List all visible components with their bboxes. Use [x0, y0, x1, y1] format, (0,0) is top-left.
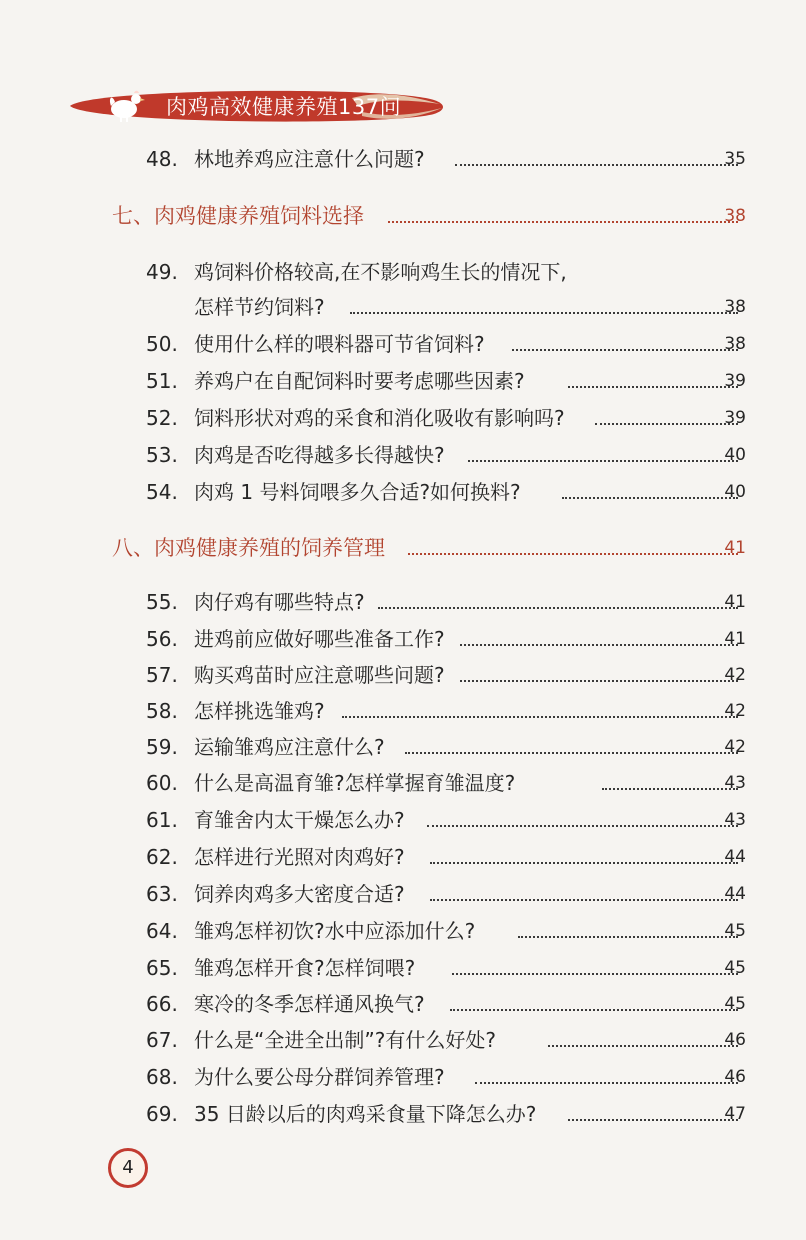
entry-title: 肉鸡是否吃得越多长得越快? — [194, 443, 445, 467]
entry-page: 42 — [724, 737, 746, 757]
entry-number: 50. — [146, 332, 178, 356]
toc-entry — [0, 366, 806, 396]
section-title: 八、肉鸡健康养殖的饲养管理 — [112, 536, 385, 560]
entry-title: 什么是高温育雏?怎样掌握育雏温度? — [194, 771, 516, 795]
toc-entry — [0, 1062, 806, 1092]
entry-number: 56. — [146, 627, 178, 651]
entry-number: 63. — [146, 882, 178, 906]
entry-page: 43 — [724, 810, 746, 830]
entry-number: 53. — [146, 443, 178, 467]
entry-page: 45 — [724, 994, 746, 1014]
entry-number: 64. — [146, 919, 178, 943]
toc-entry — [0, 768, 806, 798]
entry-title: 使用什么样的喂料器可节省饲料? — [194, 332, 485, 356]
dot-leader — [475, 1082, 738, 1084]
entry-number: 55. — [146, 590, 178, 614]
entry-page: 38 — [724, 297, 746, 317]
entry-title: 肉仔鸡有哪些特点? — [194, 590, 365, 614]
section-title: 七、肉鸡健康养殖饲料选择 — [112, 204, 364, 228]
entry-title: 鸡饲料价格较高,在不影响鸡生长的情况下, — [194, 260, 567, 284]
dot-leader — [430, 862, 738, 864]
dot-leader — [350, 312, 738, 314]
dot-leader — [430, 899, 738, 901]
toc-entry — [0, 660, 806, 690]
entry-number: 51. — [146, 369, 178, 393]
entry-number: 58. — [146, 699, 178, 723]
toc-entry — [0, 879, 806, 909]
entry-number: 61. — [146, 808, 178, 832]
entry-number: 52. — [146, 406, 178, 430]
toc-entry — [0, 953, 806, 983]
entry-number: 68. — [146, 1065, 178, 1089]
entry-title: 饲料形状对鸡的采食和消化吸收有影响吗? — [194, 406, 565, 430]
entry-number: 60. — [146, 771, 178, 795]
entry-title: 为什么要公母分群饲养管理? — [194, 1065, 445, 1089]
dot-leader — [452, 973, 738, 975]
entry-title: 养鸡户在自配饲料时要考虑哪些因素? — [194, 369, 525, 393]
entry-number: 65. — [146, 956, 178, 980]
entry-number: 59. — [146, 735, 178, 759]
toc-entry — [0, 842, 806, 872]
dot-leader — [460, 680, 738, 682]
entry-number: 62. — [146, 845, 178, 869]
toc-entry — [0, 440, 806, 470]
dot-leader — [378, 607, 738, 609]
dot-leader — [450, 1009, 738, 1011]
toc-entry — [0, 732, 806, 762]
entry-title: 饲养肉鸡多大密度合适? — [194, 882, 405, 906]
toc-entry — [0, 257, 806, 287]
header-banner — [62, 84, 446, 128]
entry-page: 38 — [724, 334, 746, 354]
entry-page: 41 — [724, 629, 746, 649]
entry-page: 47 — [724, 1104, 746, 1124]
toc-section — [0, 533, 806, 563]
toc-entry — [0, 989, 806, 1019]
entry-page: 40 — [724, 482, 746, 502]
toc-entry — [0, 1099, 806, 1129]
entry-page: 39 — [724, 371, 746, 391]
toc-entry — [0, 624, 806, 654]
dot-leader — [342, 716, 738, 718]
page-number-badge — [108, 1148, 148, 1188]
toc-entry — [0, 477, 806, 507]
dot-leader — [427, 825, 738, 827]
entry-title: 35 日龄以后的肉鸡采食量下降怎么办? — [194, 1102, 537, 1126]
toc-entry-continuation — [0, 292, 806, 322]
toc-entry — [0, 696, 806, 726]
entry-number: 49. — [146, 260, 178, 284]
entry-page: 39 — [724, 408, 746, 428]
entry-number: 69. — [146, 1102, 178, 1126]
entry-title: 肉鸡 1 号料饲喂多久合适?如何换料? — [194, 480, 521, 504]
entry-page: 41 — [724, 592, 746, 612]
book-title: 肉鸡高效健康养殖137问 — [166, 95, 402, 119]
entry-title: 购买鸡苗时应注意哪些问题? — [194, 663, 445, 687]
entry-number: 66. — [146, 992, 178, 1016]
entry-page: 43 — [724, 773, 746, 793]
toc-entry — [0, 144, 806, 174]
page-number: 4 — [122, 1157, 134, 1178]
entry-page: 44 — [724, 884, 746, 904]
entry-page: 40 — [724, 445, 746, 465]
entry-number: 67. — [146, 1028, 178, 1052]
toc-entry — [0, 1025, 806, 1055]
dot-leader — [388, 221, 738, 223]
entry-page: 42 — [724, 665, 746, 685]
entry-page: 46 — [724, 1030, 746, 1050]
section-page: 41 — [724, 538, 746, 558]
hen-icon — [106, 88, 146, 124]
section-page: 38 — [724, 206, 746, 226]
toc-entry — [0, 805, 806, 835]
entry-title-line2: 怎样节约饲料? — [194, 295, 325, 319]
entry-number: 57. — [146, 663, 178, 687]
entry-title: 林地养鸡应注意什么问题? — [194, 147, 425, 171]
entry-title: 运输雏鸡应注意什么? — [194, 735, 385, 759]
entry-number: 54. — [146, 480, 178, 504]
toc-section — [0, 201, 806, 231]
entry-title: 进鸡前应做好哪些准备工作? — [194, 627, 445, 651]
entry-page: 46 — [724, 1067, 746, 1087]
dot-leader — [512, 349, 738, 351]
entry-number: 48. — [146, 147, 178, 171]
dot-leader — [468, 460, 738, 462]
dot-leader — [405, 752, 738, 754]
dot-leader — [408, 553, 738, 555]
dot-leader — [548, 1045, 738, 1047]
toc-entry — [0, 403, 806, 433]
entry-page: 45 — [724, 958, 746, 978]
dot-leader — [518, 936, 738, 938]
dot-leader — [455, 164, 738, 166]
toc-entry — [0, 587, 806, 617]
entry-page: 45 — [724, 921, 746, 941]
entry-page: 42 — [724, 701, 746, 721]
toc-entry — [0, 916, 806, 946]
entry-title: 怎样进行光照对肉鸡好? — [194, 845, 405, 869]
dot-leader — [460, 644, 738, 646]
toc-entry — [0, 329, 806, 359]
entry-title: 怎样挑选雏鸡? — [194, 699, 325, 723]
entry-title: 雏鸡怎样初饮?水中应添加什么? — [194, 919, 476, 943]
entry-title: 育雏舍内太干燥怎么办? — [194, 808, 405, 832]
entry-title: 寒冷的冬季怎样通风换气? — [194, 992, 425, 1016]
entry-page: 35 — [724, 149, 746, 169]
entry-title: 雏鸡怎样开食?怎样饲喂? — [194, 956, 416, 980]
entry-page: 44 — [724, 847, 746, 867]
entry-title: 什么是“全进全出制”?有什么好处? — [194, 1028, 496, 1052]
